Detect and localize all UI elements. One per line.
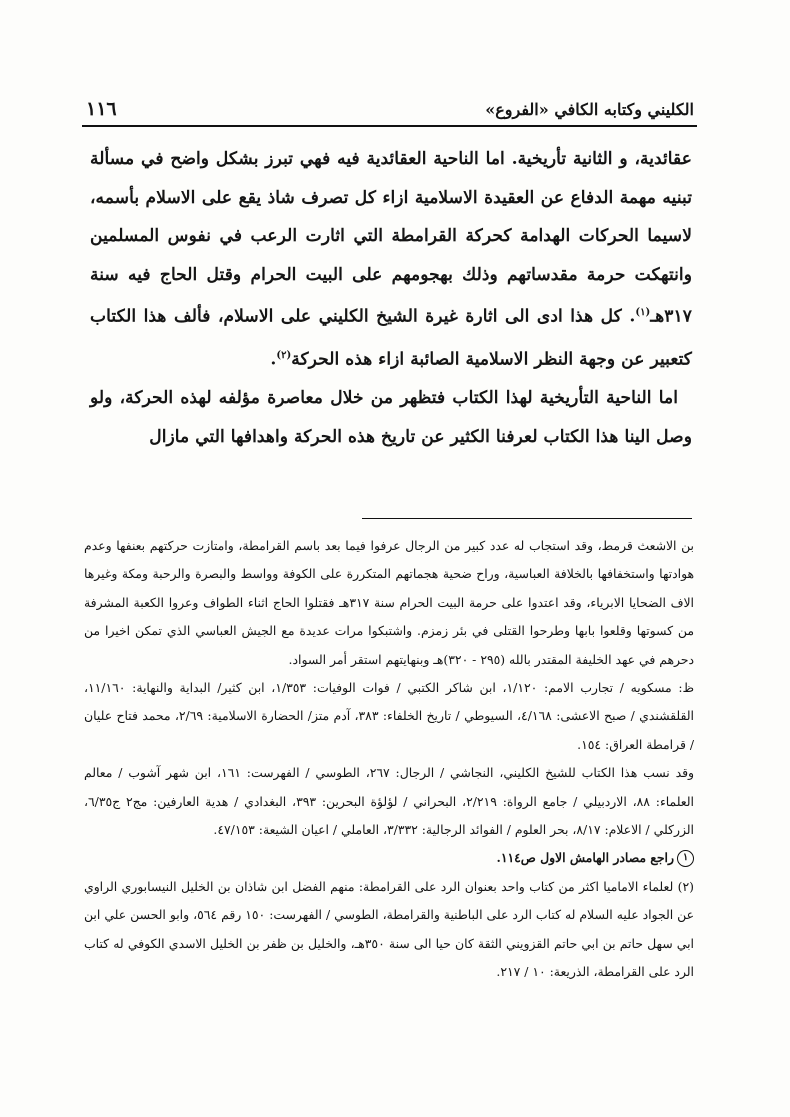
footnote-separator (362, 518, 692, 519)
para1-end: . (270, 349, 277, 370)
footnote-ref-1: (١) (635, 307, 651, 319)
footnote-1-marker: ١ (677, 850, 694, 867)
body-paragraph-1 (90, 140, 692, 379)
page-header (86, 98, 694, 120)
body-paragraph-2: اما الناحية التأريخية لهذا الكتاب فتظهر من خلال معاصرة مؤلفه لهذه الحركة، ولو وصل الينا هذا الكتاب لعرفنا الكثير عن تاريخ هذه الحركة واهدافها التي مازال (90, 388, 692, 447)
footnote-sources: ظ: مسكويه / تجارب الامم: ١/١٢٠، ابن شاكر الكتبي / فوات الوفيات: ١/٣٥٣، ابن كثير/ البداية والنهاية: ١١/١٦٠، القلقشندي / صبح الاعشى: ٤/١٦٨، السيوطي / تاريخ الخلفاء: ٣٨٣، آدم متز/ الحضارة الاسلامية: ٢/٦٩، محمد فتاح عليان / قرامطة العراق: ١٥٤. (84, 680, 695, 752)
footnote-2-text: لعلماء الاماميا اكثر من كتاب واحد بعنوان الرد على القرامطة: منهم الفضل ابن شاذان بن الخليل النيسابوري الراوي عن الجواد عليه السلام له كتاب الرد على الباطنية والقرامطة، الطوسي / الفهرست: ١٥٠ رقم ٥٦٤، وابو الحسن علي ابن ابي سهل حاتم بن ابي حاتم القزويني الثقة كان حيا الى سنة ٣٥٠هـ، والخليل بن ظفر بن الخليل الاسدي الكوفي له كتاب الرد على القرامطة، الذريعة: ١٠ / ٢١٧. (84, 878, 694, 980)
footnote-1 (84, 844, 694, 872)
footnote-attribution: وقد نسب هذا الكتاب للشيخ الكليني، النجاشي / الرجال: ٢٦٧، الطوسي / الفهرست: ١٦١، ابن شهر آشوب / معالم العلماء: ٨٨، الاردبيلي / جامع الرواة: ٢/٢١٩، البحراني / لؤلؤة البحرين: ٣٩٣، البغدادي / هدية العارفين: مج٢ ج٦/٣٥، الزركلي / الاعلام: ٨/١٧، بحر العلوم / الفوائد الرجالية: ٣/٣٣٢، العاملي / اعيان الشيعة: ٤٧/١٥٣. (84, 765, 695, 838)
page-number: ١١٦ (86, 98, 117, 120)
footnote-1-text: راجع مصادر الهامش الاول ص١١٤. (496, 850, 674, 866)
main-text (90, 140, 692, 456)
footnote-2 (84, 873, 694, 987)
footnote-continuation: بن الاشعث قرمط، وقد استجاب له عدد كبير من الرجال عرفوا فيما بعد باسم القرامطة، وامتازت حركتهم بعنفها وعدم هوادتها واستخفافها بالخلافة العباسية، وراح ضحية هجماتهم المتكررة على الكوفة وواسط والبصرة والرحبة ومكة وغيرها الاف الضحايا الابرياء، وقد اعتدوا على حرمة البيت الحرام سنة ٣١٧هـ فقتلوا الحاج اثناء الطواف وعروا الكعبة المشرفة من كسوتها وقلعوا بابها وطرحوا القتلى في بئر زمزم. واشتبكوا مرات عديدة مع الجيش العباسي الذي تمكن اخيرا من دحرهم في عهد الخليفة المقتدر بالله (٢٩٥ - ٣٢٠)هـ وبنهايتهم استقر أمر السواد. (84, 538, 694, 667)
footnote-ref-2: (٢) (276, 349, 292, 361)
running-title: الكليني وكتابه الكافي «الفروع» (485, 99, 694, 119)
para1-part-a: عقائدية، و الثانية تأريخية. اما الناحية العقائدية فيه فهي تبرز بشكل واضح في مسألة تبنيه مهمة الدفاع عن العقيدة الاسلامية ازاء كل تصرف شاذ يقع على الاسلام بأسمه، لاسيما الحركات الهدامة كحركة القرامطة التي اثارت الرعب في نفوس المسلمين وانتهكت حرمة مقدساتهم وذلك بهجومهم على البيت الحرام وقتل الحاج فيه سنة ٣١٧هـ (90, 149, 692, 328)
header-rule (82, 125, 697, 127)
footnote-2-marker: (٢) (677, 878, 694, 894)
para1-part-b: . كل هذا ادى الى اثارة غيرة الشيخ الكليني على الاسلام، فألف هذا الكتاب كتعبير عن وجهة النظر الاسلامية الصائبة ازاء هذه الحركة (90, 307, 692, 370)
footnotes (84, 532, 694, 987)
